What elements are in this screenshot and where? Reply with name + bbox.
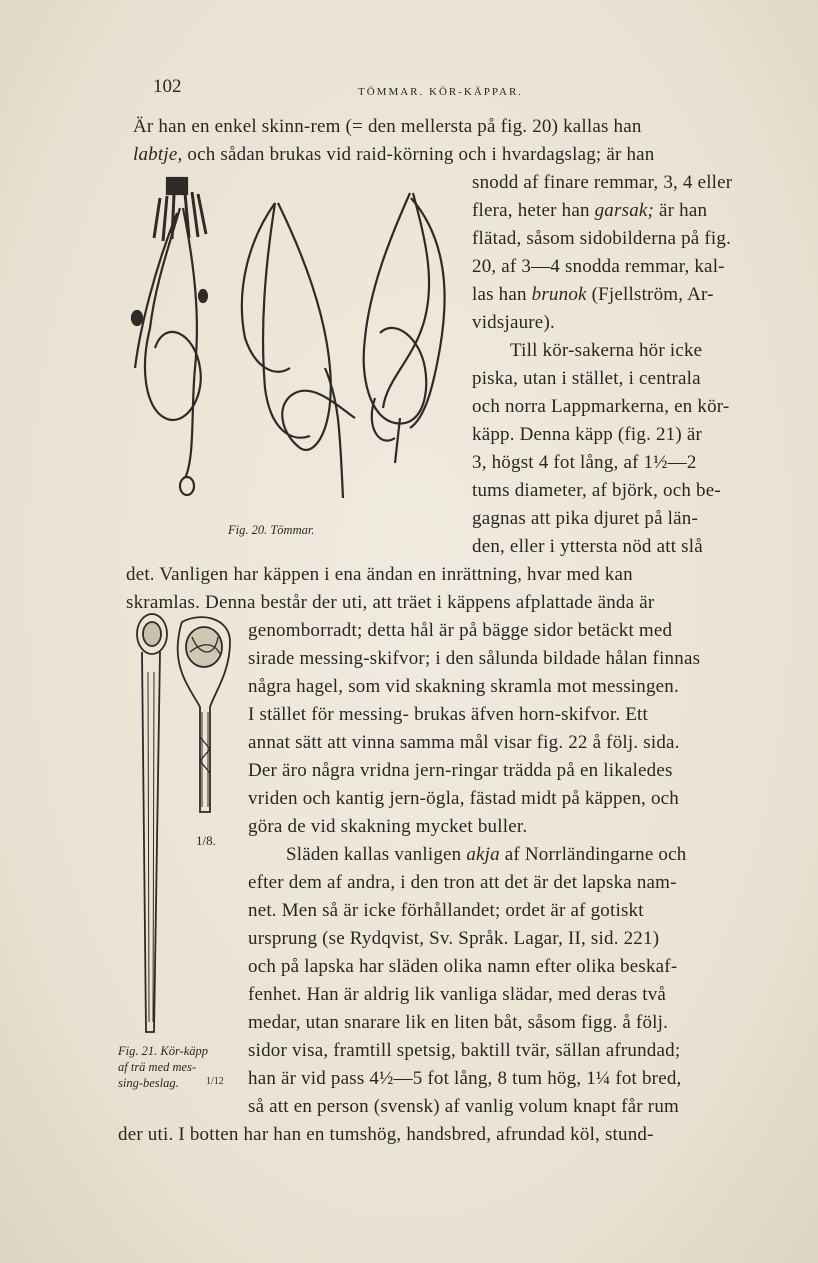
text-line: gagnas att pika djuret på län- <box>472 508 699 529</box>
text-line: piska, utan i stället, i centrala <box>472 368 701 389</box>
text-line: snodd af finare remmar, 3, 4 eller <box>472 172 733 193</box>
fig-20-reins-illustration <box>125 168 470 508</box>
running-title: TÖMMAR. KÖR-KÄPPAR. <box>358 86 524 98</box>
text-line: 3, högst 4 fot lång, af 1½—2 <box>472 452 697 473</box>
fig-20-caption: Fig. 20. Tömmar. <box>228 523 315 537</box>
term-akja: akja <box>466 844 500 865</box>
text-line: 20, af 3—4 snodda remmar, kal- <box>472 256 725 277</box>
text-line: I stället för messing- brukas äfven horn-skifvor. Ett <box>248 704 649 725</box>
term-brunok: brunok <box>531 284 587 305</box>
text-line: flätad, såsom sidobilderna på fig. <box>472 228 732 249</box>
text-line: Är han en enkel skinn-rem (= den mellersta på fig. 20) kallas han <box>133 116 642 137</box>
text-line: och på lapska har släden olika namn efter olika beskaf- <box>248 956 678 977</box>
text-line: vidsjaure). <box>472 312 555 333</box>
fig-21-caption-line-1: Fig. 21. Kör-käpp <box>118 1044 209 1058</box>
text-line: skramlas. Denna består der uti, att träet i käppens afplattade ända är <box>126 592 655 613</box>
text-line: och norra Lappmarkerna, en kör- <box>472 396 730 417</box>
text-line: flera, heter han garsak; är han <box>472 200 708 221</box>
term-garsak: garsak; <box>594 200 655 221</box>
text-line: der uti. I botten har han en tumshög, handsbred, afrundad köl, stund- <box>118 1124 654 1145</box>
text-line: käpp. Denna käpp (fig. 21) är <box>472 424 703 445</box>
text-line: så att en person (svensk) af vanlig volum knapt får rum <box>248 1096 679 1117</box>
text-line: labtje, och sådan brukas vid raid-körning och i hvardagslag; är han <box>133 144 655 165</box>
text-line: Der äro några vridna jern-ringar trädda på en likaledes <box>248 760 673 781</box>
text-line: vriden och kantig jern-ögla, fästad midt på käppen, och <box>248 788 679 809</box>
term-labtje: labtje, <box>133 144 183 165</box>
text-line: net. Men så är icke förhållandet; ordet är af gotiskt <box>248 900 644 921</box>
text-line: las han brunok (Fjellström, Ar- <box>472 284 714 305</box>
text-line: han är vid pass 4½—5 fot lång, 8 tum hög, 1¼ fot bred, <box>248 1068 682 1089</box>
fig-21-caption-line-3: sing-beslag. <box>118 1076 179 1090</box>
text-line: genomborradt; detta hål är på bägge sidor betäckt med <box>248 620 673 641</box>
fig-21-scale: 1/12 <box>206 1076 224 1087</box>
text-line: efter dem af andra, i den tron att det är det lapska nam- <box>248 872 677 893</box>
text-line: tums diameter, af björk, och be- <box>472 480 721 501</box>
text-line: den, eller i yttersta nöd att slå <box>472 536 703 557</box>
text-line: medar, utan snarare lik en liten båt, såsom figg. å följ. <box>248 1012 669 1033</box>
text-line: sidor visa, framtill spetsig, baktill tvär, sällan afrundad; <box>248 1040 681 1061</box>
fig-21-driving-stick-illustration <box>130 612 240 1042</box>
page-number: 102 <box>153 76 182 97</box>
text-line: Till kör-sakerna hör icke <box>510 340 703 361</box>
text-line: sirade messing-skifvor; i den sålunda bildade hålan finnas <box>248 648 701 669</box>
text-line: Släden kallas vanligen akja af Norrländingarne och <box>286 844 687 865</box>
text-line: annat sätt att vinna samma mål visar fig. 22 å följ. sida. <box>248 732 680 753</box>
fig-21-caption-line-2: af trä med mes- <box>118 1060 197 1074</box>
fig-21-side-scale: 1/8. <box>196 833 216 848</box>
text-line: det. Vanligen har käppen i ena ändan en inrättning, hvar med kan <box>126 564 633 585</box>
text-line: några hagel, som vid skakning skramla mot messingen. <box>248 676 679 697</box>
text-line: göra de vid skakning mycket buller. <box>248 816 528 837</box>
text-line: ursprung (se Rydqvist, Sv. Språk. Lagar, II, sid. 221) <box>248 928 660 949</box>
text-line: fenhet. Han är aldrig lik vanliga slädar, med deras två <box>248 984 667 1005</box>
